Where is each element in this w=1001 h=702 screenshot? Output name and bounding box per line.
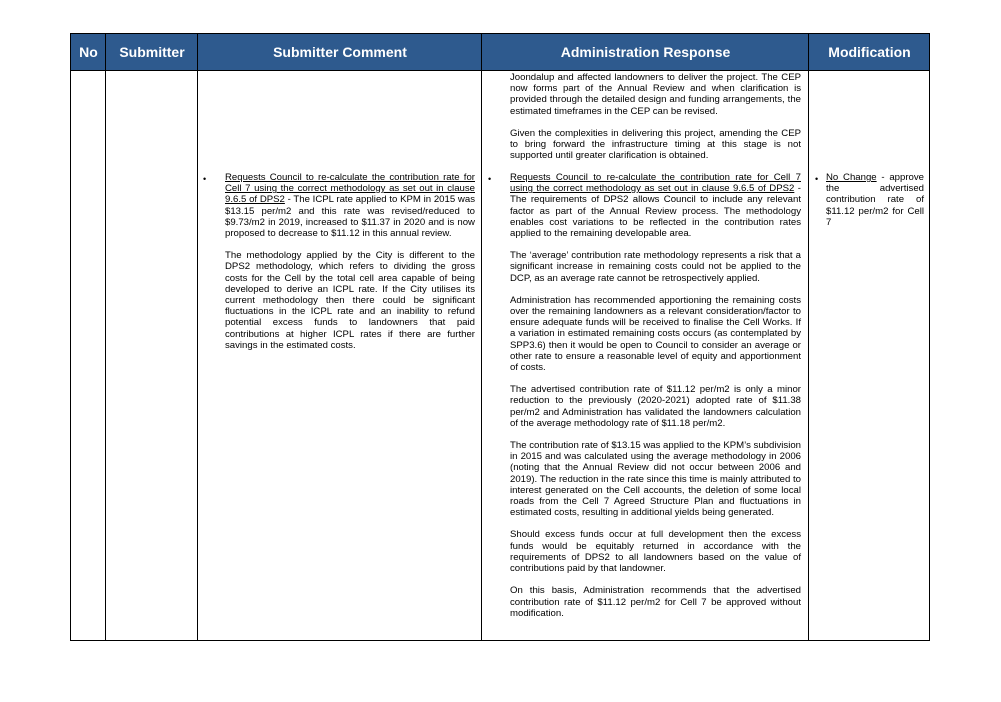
column-divider bbox=[105, 34, 106, 640]
modification-paragraph bbox=[826, 172, 924, 228]
column-divider bbox=[481, 34, 482, 640]
header-administration-response: Administration Response bbox=[560, 44, 731, 60]
header-submitter: Submitter bbox=[119, 44, 185, 60]
header-no: No bbox=[79, 44, 98, 60]
comment-heading-detail: - The ICPL rate applied to KPM in 2015 was $13.15 per/m2 and this rate was revised/reduced to $9.73/m2 in 2019, increased to $11.37 in 2020 and is now proposed to decrease to $11.12 in this annual review. bbox=[225, 194, 475, 240]
header-submitter-comment: Submitter Comment bbox=[273, 44, 407, 60]
response-paragraph: The ‘average’ contribution rate methodology represents a risk that a significant increase in remaining costs could not be applied to the DCP, as an average rate cannot be retrospectively applied. bbox=[510, 250, 801, 284]
column-divider bbox=[808, 34, 809, 640]
response-paragraph: Administration has recommended apportioning the remaining costs over the remaining landowners as a relevant consideration/factor to ensure adequate funds will be received to finalise the Cell Works. If a variation in estimated remaining costs occurs (as contemplated by SPP3.6) then it would be open to Council to consider an average or other rate to ensure a reasonable level of equity and apportionment of costs. bbox=[510, 294, 801, 374]
table-header bbox=[71, 34, 929, 71]
response-paragraph: On this basis, Administration recommends that the advertised contribution rate of $11.12 per/m2 for Cell 7 be approved without modification. bbox=[510, 585, 801, 619]
submissions-table bbox=[70, 33, 930, 641]
bullet-marker: • bbox=[815, 174, 819, 184]
response-paragraph: The contribution rate of $13.15 was applied to the KPM’s subdivision in 2015 and was calculated using the average methodology in 2006 (noting that the Annual Review did not occur between 2006 and 2019). The reduction in the rate since this time is mainly attributed to interest generated on the Cell accounts, the deletion of some local roads from the Cell 7 Agreed Structure Plan and fluctuations in estimated costs, resulting in additional yields being generated. bbox=[510, 440, 802, 519]
column-divider bbox=[197, 34, 198, 640]
header-modification: Modification bbox=[828, 44, 911, 60]
response-paragraph: The advertised contribution rate of $11.12 per/m2 is only a minor reduction to the previously (2020-2021) adopted rate of $11.38 per/m2 and Administration has validated the landowners calculation of the average methodology rate of $11.18 per/m2. bbox=[510, 384, 801, 429]
response-paragraph: Should excess funds occur at full development then the excess funds would be equitably returned in accordance with the requirements of DPS2 to all landowners based on the value of contributions paid by that landowner. bbox=[510, 529, 801, 575]
submitter-comment-cell bbox=[225, 172, 475, 351]
administration-response-cell bbox=[510, 172, 801, 619]
comment-paragraph bbox=[225, 172, 475, 239]
bullet-marker: • bbox=[203, 174, 207, 184]
response-heading: Requests Council to re-calculate the contribution rate for Cell 7 using the correct methodology as set out in clause 9.6.5 of DPS2 bbox=[510, 172, 801, 195]
comment-heading: Requests Council to re-calculate the contribution rate for Cell 7 using the correct methodology as set out in clause 9.6.5 of DPS2 bbox=[225, 172, 475, 206]
response-continued-paragraph: Given the complexities in delivering this project, amending the CEP to bring forward the infrastructure timing at this stage is not supported until greater clarification is obtained. bbox=[510, 127, 801, 162]
comment-paragraph: The methodology applied by the City is different to the DPS2 methodology, which refers to dividing the gross costs for the Cell by the total cell area capable of being developed to derive an ICPL rate. If the City utilises its current methodology then there could be significant fluctuations in the ICPL rate and an inability to refund potential excess funds to landowners that paid contributions at higher ICPL rates if there are further savings in the estimated costs. bbox=[225, 250, 475, 351]
modification-detail: - approve the advertised contribution rate of $11.12 per/m2 for Cell 7 bbox=[826, 172, 924, 228]
response-paragraph bbox=[510, 172, 801, 239]
response-heading-detail: - The requirements of DPS2 allows Council to include any relevant factor as part of the Annual Review process. The methodology enables cost variations to be reflected in the contribution rates applied to the remaining developable area. bbox=[510, 183, 801, 240]
modification-cell bbox=[826, 172, 924, 228]
response-continued-paragraph: Joondalup and affected landowners to deliver the project. The CEP now forms part of the Annual Review and when clarification is provided through the detailed design and funding arrangements, the estimated timeframes in the CEP can be revised. bbox=[510, 72, 801, 117]
bullet-marker: • bbox=[488, 174, 492, 184]
response-continuation bbox=[510, 72, 801, 161]
modification-label: No Change bbox=[826, 172, 877, 183]
